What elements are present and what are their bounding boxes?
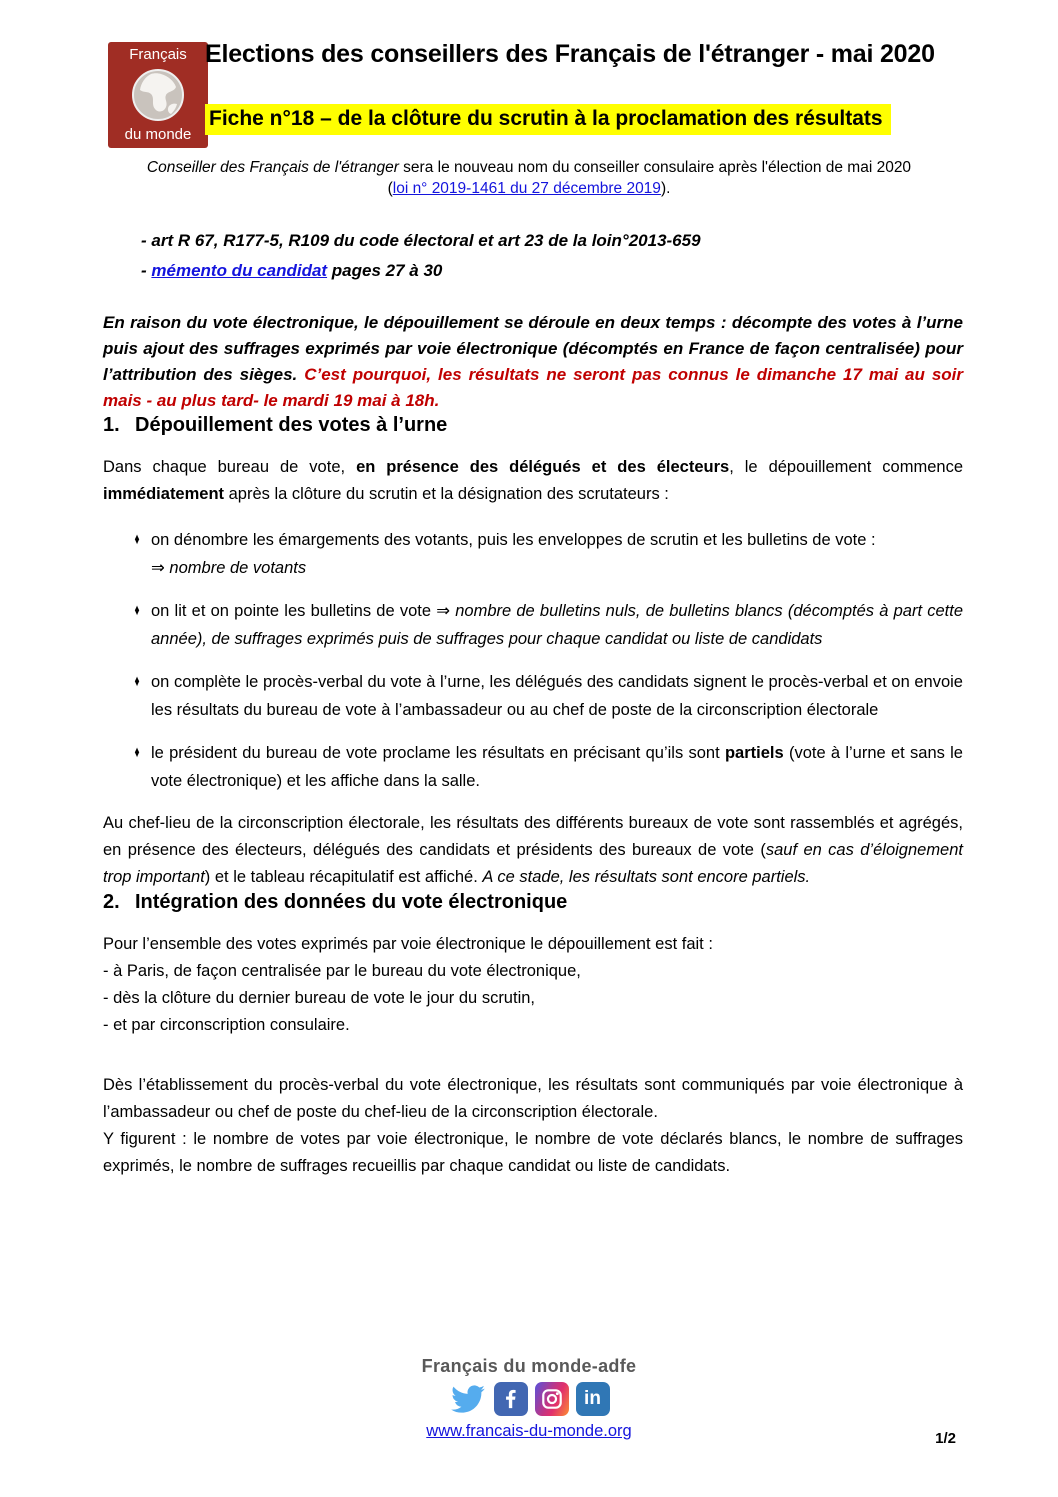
social-icons-row (0, 1382, 1058, 1416)
arrow-icon: ⇒ (436, 602, 451, 620)
footer-org-name: Français du monde-adfe (421, 1356, 637, 1376)
s1p2-run3: ) et le tableau récapitulatif est affiché. (204, 868, 483, 886)
s1p2-run1: Au chef-lieu de la circonscription électorale, les résultats des différents bureaux de vote sont rassemblés et agrégés, en présence des électeurs, délégués des candidats et présidents des bureaux de vote ( (103, 814, 963, 859)
section1-bullet-list (103, 526, 963, 795)
s1p1-run1: Dans chaque bureau de vote, (103, 458, 357, 476)
section2-number: 2. (103, 891, 120, 913)
s1p1-run4: immédiatement (103, 485, 225, 503)
note-paren-close: ). (660, 180, 671, 197)
page-number: 1/2 (935, 1430, 956, 1447)
reference-pages: pages 27 à 30 (327, 261, 443, 280)
law-link[interactable]: loi n° 2019-1461 du 27 décembre 2019 (392, 180, 661, 197)
section2-paragraph2 (103, 1072, 963, 1180)
reference-line-1: - art R 67, R177-5, R109 du code électoral et art 23 de la loin°2013-659 (141, 231, 701, 250)
header-note (0, 157, 1058, 199)
references-block (141, 226, 963, 286)
s2p2-part1: Dès l’établissement du procès-verbal du vote électronique, les résultats sont communiqués par voie électronique à l’ambassadeur ou chef de poste du chef-lieu de la circonscription électorale. (103, 1076, 963, 1121)
section1-title: Dépouillement des votes à l’urne (135, 414, 448, 436)
diamond-bullet-icon: ♦ (134, 744, 140, 761)
s1p1-run5: après la clôture du scrutin et la désignation des scrutateurs : (224, 485, 669, 503)
document-body (103, 226, 963, 1180)
b3-text: on complète le procès-verbal du vote à l’urne, les délégués des candidats signent le procès-verbal et on envoie les résultats du bureau de vote à l’ambassadeur ou au chef de poste de la circonscription électorale (151, 673, 963, 719)
section2-list (103, 931, 963, 1039)
globe-icon (131, 68, 185, 122)
bullet-item-proclamation (103, 739, 963, 795)
s2-line3: - dès la clôture du dernier bureau de vote le jour du scrutin, (103, 989, 535, 1007)
instagram-icon[interactable] (535, 1382, 569, 1416)
s2-line2: - à Paris, de façon centralisée par le bureau du vote électronique, (103, 962, 581, 980)
b4-run2: partiels (724, 744, 784, 762)
b1-text: on dénombre les émargements des votants, puis les enveloppes de scrutin et les bulletins de vote : (151, 531, 876, 549)
b2-text: on lit et on pointe les bulletins de vote (151, 602, 437, 620)
note-paren-open: ( (387, 180, 393, 197)
b1-result: nombre de votants (169, 559, 307, 577)
diamond-bullet-icon: ♦ (134, 602, 140, 619)
b4-run3: (vote à l’urne et sans le vote électronique) et les affiche dans la salle. (151, 744, 963, 790)
intro-paragraph (103, 310, 963, 414)
linkedin-label: in (584, 1388, 601, 1409)
memento-link[interactable]: mémento du candidat (151, 261, 328, 280)
website-link[interactable]: www.francais-du-monde.org (426, 1422, 632, 1440)
s2p2-part2: Y figurent : le nombre de votes par voie électronique, le nombre de vote déclarés blancs, le nombre de suffrages exprimés, le nombre de suffrages recueillis par chaque candidat ou liste de candidats. (103, 1130, 963, 1175)
intro-red-run: C’est pourquoi, les résultats ne seront pas connus le dimanche 17 mai au soir mais - au plus tard- le mardi 19 mai à 18h. (103, 365, 963, 410)
diamond-bullet-icon: ♦ (134, 531, 140, 548)
note-rest-run: sera le nouveau nom du conseiller consulaire après l'élection de mai 2020 (398, 159, 912, 176)
intro-black-run: En raison du vote électronique, le dépouillement se déroule en deux temps : décompte des votes à l’urne puis ajout des suffrages exprimés par voie électronique (décomptés en France de façon centralisée) pour l’attribution des sièges. (103, 313, 963, 384)
s1p2-run2: sauf en cas d’éloignement trop important (103, 841, 963, 886)
twitter-icon[interactable] (449, 1382, 487, 1416)
bullet-item-count-votants (103, 526, 963, 582)
s2-line4: - et par circonscription consulaire. (103, 1016, 350, 1034)
s1p1-run2: en présence des délégués et des électeurs (356, 458, 730, 476)
s1p2-run4: A ce stade, les résultats sont encore partiels. (482, 868, 811, 886)
bullet-item-bulletins (103, 597, 963, 653)
reference-line-2 (141, 256, 963, 286)
bullet-item-proces-verbal (103, 668, 963, 724)
section2-heading (103, 891, 963, 914)
francais-du-monde-logo (108, 42, 208, 148)
reference-dash: - (141, 261, 152, 280)
sheet-subtitle: Fiche n°18 – de la clôture du scrutin à la proclamation des résultats (205, 104, 891, 135)
b4-run1: le président du bureau de vote proclame les résultats en précisant qu’ils sont (151, 744, 725, 762)
page-footer (0, 1356, 1058, 1441)
arrow-icon: ⇒ (151, 559, 165, 577)
section1-heading (103, 414, 963, 437)
linkedin-icon[interactable] (576, 1382, 610, 1416)
b2-result: nombre de bulletins nuls, de bulletins blancs (décomptés à part cette année), de suffrages exprimés puis de suffrages pour chaque candidat ou liste de candidats (151, 602, 964, 648)
facebook-icon[interactable] (494, 1382, 528, 1416)
note-italic-run: Conseiller des Français de l'étranger (146, 159, 399, 176)
section1-paragraph2 (103, 810, 963, 891)
logo-word-bottom: du monde (124, 126, 192, 143)
section1-number: 1. (103, 414, 120, 436)
section2-title: Intégration des données du vote électronique (135, 891, 568, 913)
section1-paragraph1 (103, 454, 963, 508)
logo-word-top: Français (129, 46, 187, 63)
s1p1-run3: , le dépouillement commence (729, 458, 963, 476)
page-title: Elections des conseillers des Français de l'étranger - mai 2020 (205, 40, 935, 68)
diamond-bullet-icon: ♦ (134, 673, 140, 690)
s2-line1: Pour l’ensemble des votes exprimés par voie électronique le dépouillement est fait : (103, 935, 713, 953)
